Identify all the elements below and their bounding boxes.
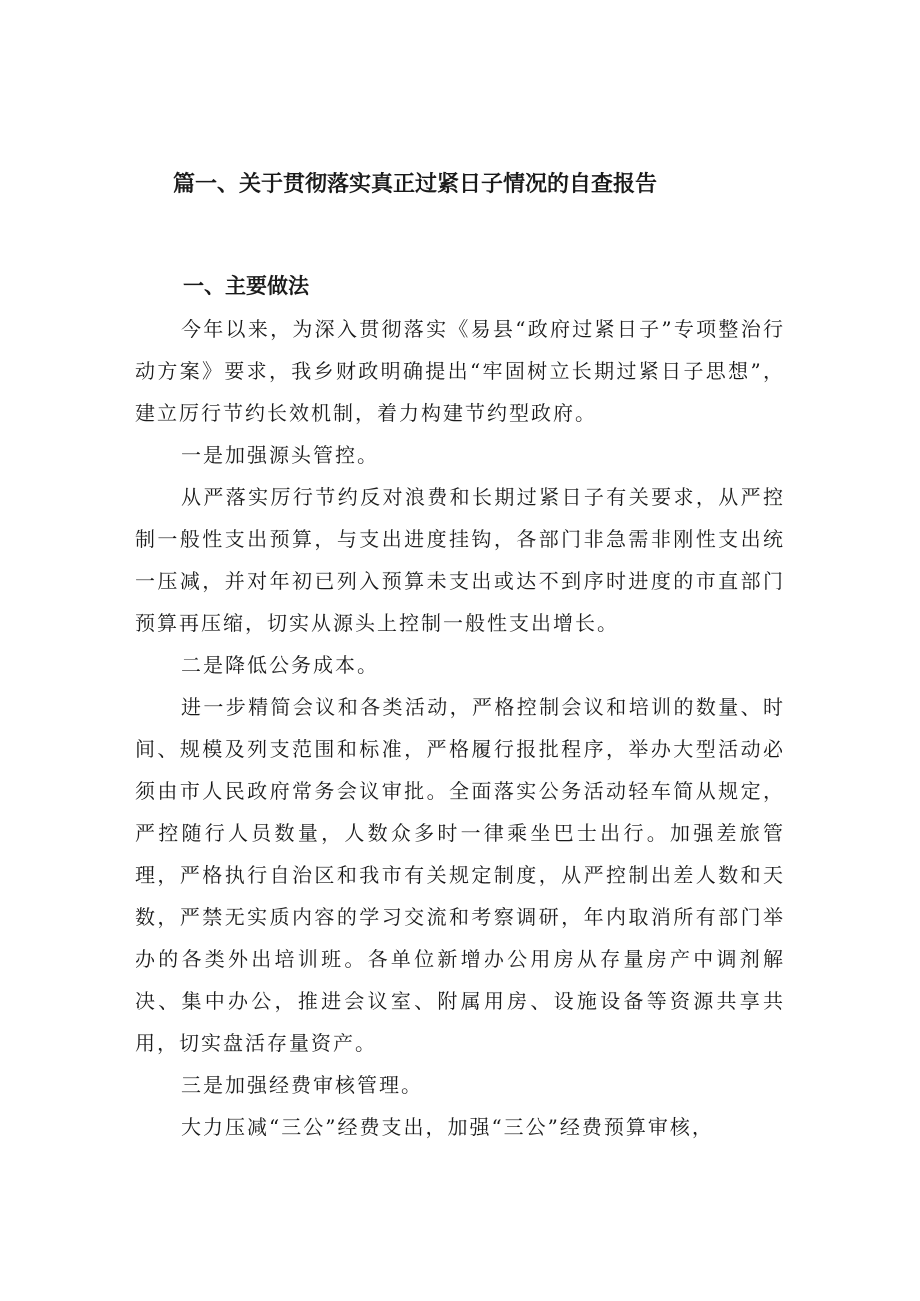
paragraph-source-control: 从严落实厉行节约反对浪费和长期过紧日子有关要求，从严控制一般性支出预算，与支出进度挂钩，各部门非急需非刚性支出统一压减，并对年初已列入预算未支出或达不到序时进度的市直部门预算再压缩，切实从源头上控制一般性支出增长。	[135, 485, 785, 635]
paragraph-intro: 今年以来，为深入贯彻落实《易县“政府过紧日子”专项整治行动方案》要求，我乡财政明确提出“牢固树立长期过紧日子思想”，建立厉行节约长效机制，着力构建节约型政府。	[135, 317, 785, 425]
paragraph-reduce-costs: 进一步精简会议和各类活动，严格控制会议和培训的数量、时间、规模及列支范围和标准，严格履行报批程序，举办大型活动必须由市人民政府常务会议审批。全面落实公务活动轻车简从规定，严控随行人员数量，人数众多时一律乘坐巴士出行。加强差旅管理，严格执行自治区和我市有关规定制度，从严控制出差人数和天数，严禁无实质内容的学习交流和考察调研，年内取消所有部门举办的各类外出培训班。各单位新增办公用房从存量房产中调剂解决、集中办公，推进会议室、附属用房、设施设备等资源共享共用，切实盘活存量资产。	[135, 695, 785, 1055]
document-title: 篇一、关于贯彻落实真正过紧日子情况的自查报告	[173, 172, 658, 197]
section-heading: 一、主要做法	[183, 274, 309, 298]
paragraph-subheading-3: 三是加强经费审核管理。	[181, 1073, 423, 1097]
paragraph-subheading-1: 一是加强源头管控。	[181, 443, 379, 467]
paragraph-subheading-2: 二是降低公务成本。	[181, 653, 379, 677]
paragraph-three-public-expenses: 大力压减“三公”经费支出，加强“三公”经费预算审核，	[181, 1115, 714, 1139]
document-body	[135, 308, 785, 1148]
